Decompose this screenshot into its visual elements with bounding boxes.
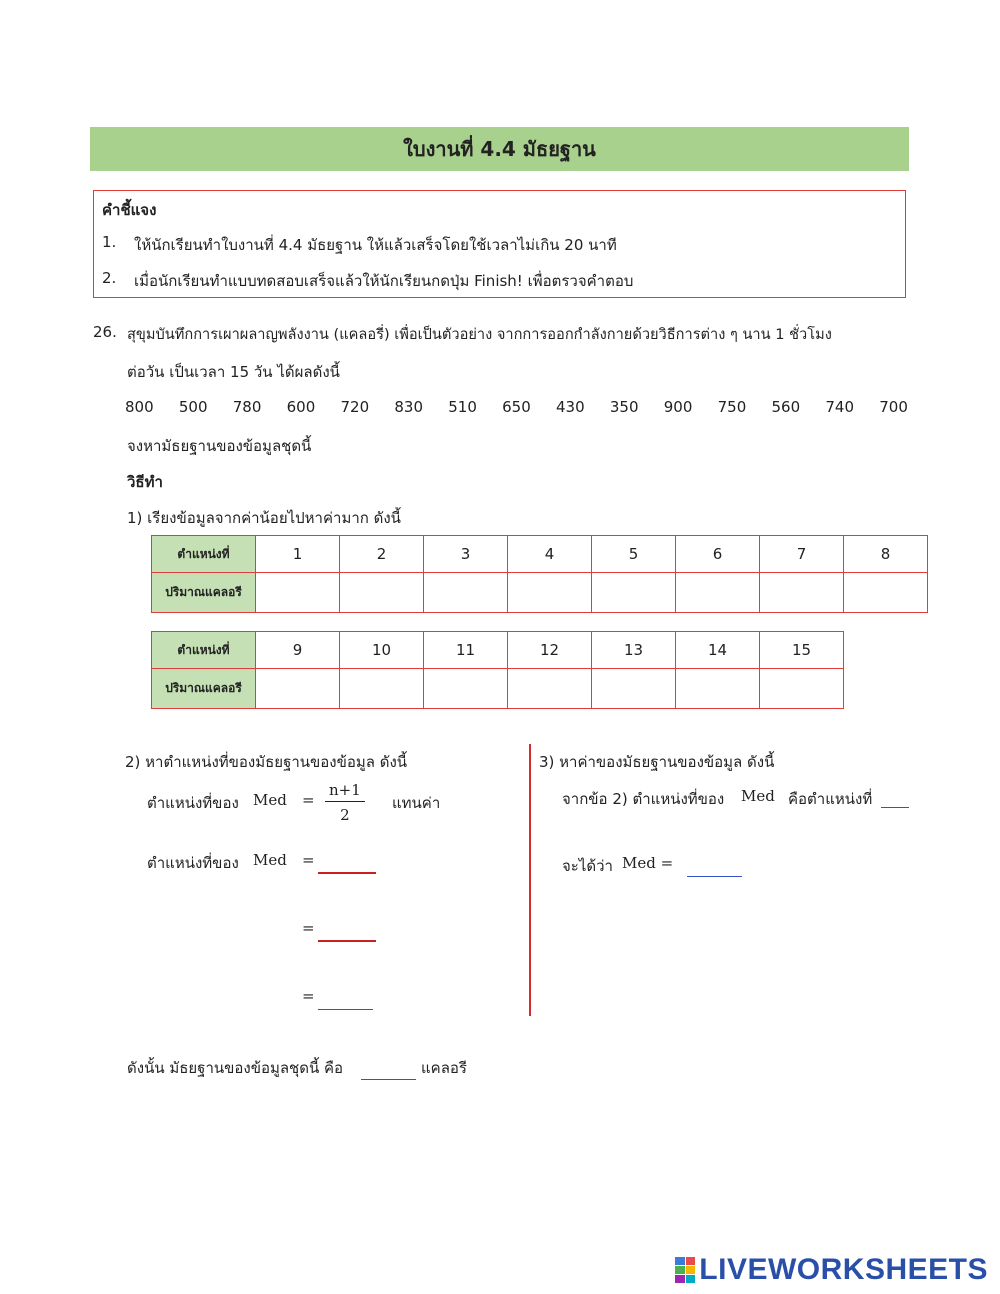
from-step-label: จากข้อ 2) ตำแหน่งที่ของ bbox=[562, 790, 725, 808]
question-line-2: ต่อวัน เป็นเวลา 15 วัน ได้ผลดังนี้ bbox=[127, 363, 340, 381]
position-cell: 4 bbox=[508, 536, 592, 573]
sorted-table-a bbox=[151, 535, 928, 613]
question-number: 26. bbox=[93, 323, 117, 341]
calorie-answer-cell[interactable] bbox=[508, 573, 592, 613]
formula-numerator: n+1 bbox=[325, 781, 365, 802]
data-value: 720 bbox=[340, 398, 370, 416]
calorie-header: ปริมาณแคลอรี bbox=[152, 669, 256, 709]
data-value: 740 bbox=[825, 398, 855, 416]
calorie-answer-cell[interactable] bbox=[256, 669, 340, 709]
med-symbol: Med bbox=[741, 787, 775, 805]
position-cell: 14 bbox=[676, 632, 760, 669]
position-cell: 10 bbox=[340, 632, 424, 669]
result-equation: Med = bbox=[622, 854, 674, 872]
position-cell: 7 bbox=[760, 536, 844, 573]
data-values bbox=[125, 398, 908, 416]
calorie-answer-cell[interactable] bbox=[676, 573, 760, 613]
data-value: 650 bbox=[502, 398, 531, 416]
equals-sign: = bbox=[302, 987, 315, 1005]
is-position-label: คือตำแหน่งที่ bbox=[788, 790, 873, 808]
answer-blank-median-position[interactable] bbox=[881, 790, 909, 808]
answer-blank-computation[interactable] bbox=[318, 924, 376, 942]
position-cell: 12 bbox=[508, 632, 592, 669]
position-cell: 9 bbox=[256, 632, 340, 669]
worksheet-title: ใบงานที่ 4.4 มัธยฐาน bbox=[90, 127, 909, 171]
step-1-heading: 1) เรียงข้อมูลจากค่าน้อยไปหาค่ามาก ดังนี้ bbox=[127, 509, 401, 527]
answer-blank-substitution[interactable] bbox=[318, 856, 376, 874]
data-value: 780 bbox=[232, 398, 262, 416]
data-value: 350 bbox=[609, 398, 639, 416]
instruction-text: ให้นักเรียนทำใบงานที่ 4.4 มัธยฐาน ให้แล้วเสร็จโดยใช้เวลาไม่เกิน 20 นาที bbox=[134, 236, 617, 254]
calorie-answer-cell[interactable] bbox=[340, 669, 424, 709]
calorie-answer-cell[interactable] bbox=[844, 573, 928, 613]
calorie-answer-cell[interactable] bbox=[256, 573, 340, 613]
data-value: 800 bbox=[125, 398, 154, 416]
data-value: 430 bbox=[556, 398, 585, 416]
instruction-item bbox=[102, 233, 617, 257]
calorie-answer-cell[interactable] bbox=[340, 573, 424, 613]
equals-sign: = bbox=[302, 791, 315, 809]
substitute-label: แทนค่า bbox=[392, 794, 441, 812]
position-cell: 6 bbox=[676, 536, 760, 573]
data-value: 750 bbox=[717, 398, 747, 416]
position-cell: 2 bbox=[340, 536, 424, 573]
position-cell: 3 bbox=[424, 536, 508, 573]
position-header: ตำแหน่งที่ bbox=[152, 536, 256, 573]
med-symbol: Med bbox=[253, 851, 287, 869]
conclusion-suffix: แคลอรี bbox=[421, 1059, 467, 1077]
conclusion-prefix: ดังนั้น มัธยฐานของข้อมูลชุดนี้ คือ bbox=[127, 1059, 344, 1077]
med-symbol: Med bbox=[253, 791, 287, 809]
calorie-answer-cell[interactable] bbox=[424, 573, 508, 613]
answer-blank-conclusion[interactable] bbox=[361, 1062, 416, 1080]
calorie-answer-cell[interactable] bbox=[508, 669, 592, 709]
answer-blank-position[interactable] bbox=[318, 992, 373, 1010]
instructions-heading: คำชี้แจง bbox=[102, 201, 157, 219]
method-label: วิธีทำ bbox=[127, 473, 163, 491]
calorie-header: ปริมาณแคลอรี bbox=[152, 573, 256, 613]
step-3-heading: 3) หาค่าของมัธยฐานของข้อมูล ดังนี้ bbox=[539, 753, 775, 771]
data-value: 900 bbox=[663, 398, 693, 416]
calorie-answer-cell[interactable] bbox=[592, 669, 676, 709]
data-value: 600 bbox=[286, 398, 316, 416]
brand-text: LIVEWORKSHEETS bbox=[699, 1253, 988, 1286]
data-value: 700 bbox=[879, 398, 908, 416]
liveworksheets-logo bbox=[675, 1253, 988, 1287]
calorie-answer-cell[interactable] bbox=[424, 669, 508, 709]
position-header: ตำแหน่งที่ bbox=[152, 632, 256, 669]
data-value: 500 bbox=[178, 398, 208, 416]
instruction-item bbox=[102, 269, 633, 293]
equals-sign: = bbox=[302, 919, 315, 937]
result-prefix: จะได้ว่า bbox=[562, 857, 613, 875]
instruction-number: 1. bbox=[102, 233, 117, 251]
sorted-table-b bbox=[151, 631, 844, 709]
position-cell: 13 bbox=[592, 632, 676, 669]
data-value: 830 bbox=[394, 398, 424, 416]
equals-sign: = bbox=[302, 851, 315, 869]
position-cell: 1 bbox=[256, 536, 340, 573]
question-line-1: สุขุมบันทึกการเผาผลาญพลังงาน (แคลอรี่) เพื่อเป็นตัวอย่าง จากการออกกำลังกายด้วยวิธีการต่าง ๆ นาน 1 ชั่วโมง bbox=[127, 326, 832, 343]
column-divider bbox=[529, 744, 531, 1016]
data-value: 560 bbox=[771, 398, 801, 416]
position-cell: 15 bbox=[760, 632, 844, 669]
calorie-answer-cell[interactable] bbox=[760, 573, 844, 613]
position-formula-label: ตำแหน่งที่ของ bbox=[147, 794, 239, 812]
answer-blank-median-value[interactable] bbox=[687, 859, 742, 877]
calorie-answer-cell[interactable] bbox=[592, 573, 676, 613]
calorie-answer-cell[interactable] bbox=[760, 669, 844, 709]
median-formula bbox=[325, 781, 365, 824]
logo-mark-icon bbox=[675, 1257, 695, 1283]
instructions-box bbox=[93, 190, 906, 298]
formula-denominator: 2 bbox=[340, 806, 350, 824]
task-text: จงหามัธยฐานของข้อมูลชุดนี้ bbox=[127, 437, 312, 455]
calorie-answer-cell[interactable] bbox=[676, 669, 760, 709]
instruction-text: เมื่อนักเรียนทำแบบทดสอบเสร็จแล้วให้นักเรียนกดปุ่ม Finish! เพื่อตรวจคำตอบ bbox=[134, 272, 634, 290]
position-cell: 11 bbox=[424, 632, 508, 669]
instruction-number: 2. bbox=[102, 269, 117, 287]
position-cell: 8 bbox=[844, 536, 928, 573]
position-formula-label: ตำแหน่งที่ของ bbox=[147, 854, 239, 872]
data-value: 510 bbox=[448, 398, 477, 416]
step-2-heading: 2) หาตำแหน่งที่ของมัธยฐานของข้อมูล ดังนี้ bbox=[125, 753, 408, 771]
position-cell: 5 bbox=[592, 536, 676, 573]
